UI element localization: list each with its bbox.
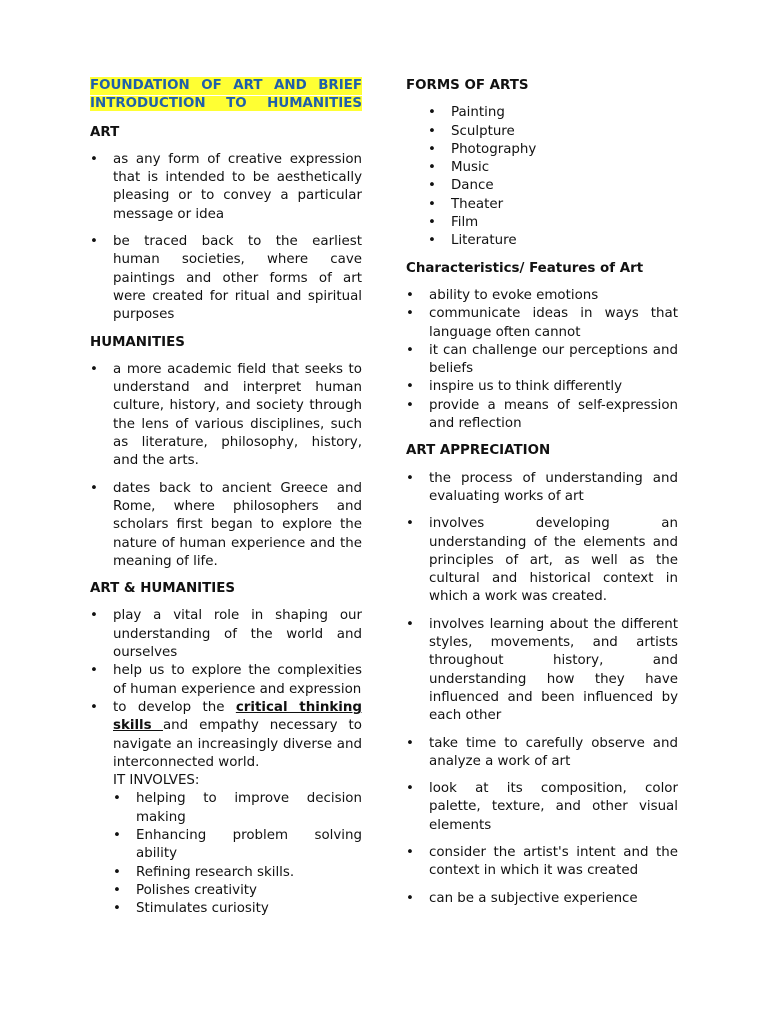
list-item: • helping to improve decision making xyxy=(113,790,362,827)
list-item: • can be a subjective experience xyxy=(406,890,678,908)
list-item: • inspire us to think differently xyxy=(406,378,678,396)
list-item: • communicate ideas in ways that language often cannot xyxy=(406,305,678,342)
it-involves-label: IT INVOLVES: xyxy=(113,773,200,789)
title-line-2: INTRODUCTION TO HUMANITIES xyxy=(90,96,362,112)
list-item: • consider the artist's intent and the context in which it was created xyxy=(406,844,678,881)
list-item: • Refining research skills. xyxy=(113,864,362,882)
list-item: • be traced back to the earliest human societies, where cave paintings and other forms of art were created for ritual and spiritual purposes xyxy=(90,233,362,324)
list-item: • take time to carefully observe and analyze a work of art xyxy=(406,735,678,772)
list-item: • involves learning about the different styles, movements, and artists throughout history, and understanding how they have influenced and been influenced by each other xyxy=(406,616,678,726)
list-item: • look at its composition, color palette, texture, and other visual elements xyxy=(406,780,678,835)
list-item: • it can challenge our perceptions and beliefs xyxy=(406,342,678,379)
art-humanities-list xyxy=(90,607,362,772)
right-column xyxy=(406,77,678,917)
art-humanities-heading: ART & HUMANITIES xyxy=(90,581,236,597)
document-title xyxy=(90,77,362,114)
list-item: • Stimulates curiosity xyxy=(113,900,362,918)
list-item: • provide a means of self-expression and reflection xyxy=(406,397,678,434)
list-item xyxy=(90,699,362,772)
list-item: • a more academic field that seeks to understand and interpret human culture, history, and society through the lens of various disciplines, such as literature, philosophy, history, and the arts. xyxy=(90,361,362,471)
list-item: • dates back to ancient Greece and Rome, where philosophers and scholars first began to explore the nature of human experience and the meaning of life. xyxy=(90,480,362,571)
list-item: • Painting xyxy=(428,104,678,122)
appreciation-heading: ART APPRECIATION xyxy=(406,443,551,459)
title-line-1: FOUNDATION OF ART AND BRIEF xyxy=(90,77,362,95)
list-item: • Film xyxy=(428,214,678,232)
list-item: • as any form of creative expression that is intended to be aesthetically pleasing or to convey a particular message or idea xyxy=(90,151,362,224)
list-item: • Photography xyxy=(428,141,678,159)
list-item: • ability to evoke emotions xyxy=(406,287,678,305)
it-involves-list xyxy=(90,790,362,918)
appreciation-list xyxy=(406,470,678,908)
list-item: • the process of understanding and evaluating works of art xyxy=(406,470,678,507)
art-heading: ART xyxy=(90,124,120,140)
list-item: • Polishes creativity xyxy=(113,882,362,900)
list-item: • Dance xyxy=(428,177,678,195)
list-item: • Music xyxy=(428,159,678,177)
humanities-list xyxy=(90,361,362,571)
characteristics-list xyxy=(406,287,678,433)
list-item: • play a vital role in shaping our understanding of the world and ourselves xyxy=(90,607,362,662)
characteristics-heading: Characteristics/ Features of Art xyxy=(406,260,644,276)
forms-list xyxy=(406,104,678,250)
list-item: • Sculpture xyxy=(428,123,678,141)
list-item-text: and empathy necessary to navigate an increasingly diverse and interconnected world. xyxy=(113,718,362,770)
forms-heading: FORMS OF ARTS xyxy=(406,78,529,93)
list-item: • help us to explore the complexities of human experience and expression xyxy=(90,662,362,699)
list-item-text: to develop the xyxy=(113,699,236,715)
critical-thinking-emphasis: critical thinking skills xyxy=(113,699,362,734)
left-column xyxy=(90,77,362,918)
list-item: • Enhancing problem solving ability xyxy=(113,827,362,864)
list-item: • Theater xyxy=(428,196,678,214)
list-item: • involves developing an understanding of the elements and principles of art, as well as the cultural and historical context in which a work was created. xyxy=(406,515,678,606)
list-item: • Literature xyxy=(428,232,678,250)
art-list xyxy=(90,151,362,325)
humanities-heading: HUMANITIES xyxy=(90,334,185,350)
